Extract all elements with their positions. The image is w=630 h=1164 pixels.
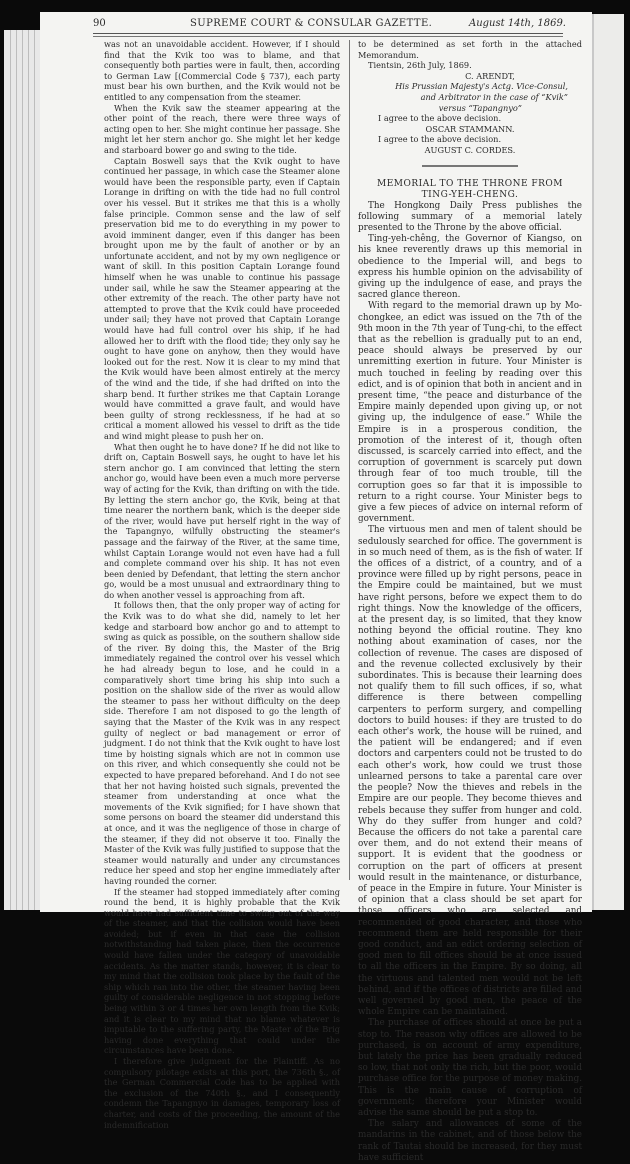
paragraph: The salary and allowances of some of the mandarins in the cabinet, and of those below the rank of Tautai should be increased, for they must have sufficient [358,1119,582,1163]
paragraph: It follows then, that the only proper way of acting for the Kvik was to do what she did, namely to let her kedge and starboard bow anchor go and to attempt to swing as quick as possible, on the southern shallow side of the river. By doing this, the Master of the Brig immediately regained the control over his vessel which he had already begun to lose, and he could in a comparatively short time bring his ship into such a position on the shallow side of the river as would allow the steamer to pass her without difficulty on the deep side. Therefore I am not disposed to go the length of saying that the Master of the Kvik was in any respect guilty of neglect or bad management or error of judgment. I do not think that the Kvik ought to have lost time by hoisting signals which are not in common use on this river, and which consequently she could not be expected to have prepared beforehand. And I do not see that her not having hoisted such signals, prevented the steamer from understanding at once what the movements of the Kvik signified; for I have shown that some persons on board the steamer did understand this at once, and it was the negligence of those in charge of the steamer, if they did not observe it too. Finally the Master of the Kvik was fully justified to suppose that the steamer would naturally and under any circumstances reduce her speed and stop her engine immediately after having rounded the corner. [104,600,340,886]
paragraph: When the Kvik saw the steamer appearing at the other point of the reach, there were three ways of acting open to her. She might continue her passage. She might let her stern anchor go. She might let her kedge and starboard bower go and swing to the tide. [104,102,340,155]
agreement-line: I agree to the above decision. [378,134,502,145]
signatory-name: C. ARENDT, [465,70,515,81]
header-rule-thin [93,36,563,37]
running-head [50,18,566,34]
paragraph: Captain Boswell says that the Kvik ought to have continued her passage, in which case the Steamer alone would have been the responsible party, even if Captain Lorange in drifting on with the tide had no full control over his vessel. But it strikes me that this is a wholly false principle. Common sense and the law of self preservation bid me to do everything in my power to avoid imminent danger, even if this danger has been brought upon me by the fault of another or by an unfortunate accident, and not by my own negligence or want of skill. In this position Captain Lorange found himself when he was unable to continue his passage under sail, while he saw the Steamer appearing at the other extremity of the reach. The other party have not attempted to prove that the Kvik could have proceeded under sail; they have not proved that Captain Lorange would have had full control over his ship, if he had allowed her to drift with the flood tide; they only say he ought to have gone on anyhow, then they would have looked out for the rest. Now it is clear to my mind that the Kvik would have been almost entirely at the mercy of the wind and the tide, if she had drifted on into the sharp bend. It further strikes me that Captain Lorange would have committed a grave fault, and would have been guilty of strong recklessness, if he had at so critical a moment allowed his vessel to drift as the tide and wind might please to push her on. [104,155,340,441]
right-column [358,39,582,1164]
section-divider [422,165,518,167]
paragraph: What then ought he to have done? If he did not like to drift on, Captain Boswell says, he ought to have let his stern anchor go. I am convinced that letting the stern anchor go, would have been even a much more perverse way of acting for the Kvik, than drifting on with the tide. By letting the stern anchor go, the Kvik, being at that time nearer the northern bank, which is the deeper side of the river, would have put herself right in the way of the Tapangnyo, wilfully obstructing the steamer's passage and the fairway of the River, at the same time, whilst Captain Lorange would not even have had a full and complete command over his ship. It has not even been denied by Defendant, that letting the stern anchor go, would be a most unusual and extraordinary thing to do when another vessel is approaching from aft. [104,441,340,600]
agreement-line: I agree to the above decision. [378,113,502,124]
facing-page-edge [592,14,624,910]
publication-title: SUPREME COURT & CONSULAR GAZETTE. [190,18,433,29]
paragraph: Ting-yeh-chêng, the Governor of Kiangso, on his knee reverently draws up this memorial in obedience to the Imperial will, and begs to express his humble opinion on the advisability of giving up the indulgence of ease, and prays the sacred glance thereon. [358,234,582,301]
left-column [104,39,340,1130]
article-heading: MEMORIAL TO THE THRONE FROM [377,178,563,189]
issue-date: August 14th, 1869. [468,18,566,29]
article-heading: TING-YEH-CHENG. [421,189,519,200]
place-date: Tientsin, 26th July, 1869. [368,60,472,71]
page-number: 90 [93,18,106,29]
paragraph: I therefore give judgment for the Plaintiff. As no compulsory pilotage exists at this port, the 736th §., of the German Commercial Code has to be applied with the exclusion of the 740th §., and I consequently condemn the Tapangnyo in damages, temporary loss of charter, and costs of the proceeding, the amount of the indemnification [104,1056,340,1130]
signatory-title: and Arbitrator in the case of “Kvik” [420,91,568,102]
paragraph: The purchase of offices should at once be put a stop to. The reason why offices are allowed to be purchased, is on account of army expenditure, but lately the price has been gradually reduced so low, that not only the rich, but the poor, would purchase office for the purpose of money making. This is the main cause of corruption of government; therefore your Minister would advise the same should be put a stop to. [358,1018,582,1118]
paragraph: The Hongkong Daily Press publishes the following summary of a memorial lately presented to the Throne by the above official. [358,200,582,233]
signatory-name: AUGUST C. CORDES. [424,144,516,155]
paragraph: The virtuous men and men of talent should be sedulously searched for office. The government is in so much need of them, as is the fish of water. If the offices of a district, of a country, and of a province were filled up by right persons, peace in the Empire could be maintained, but we must have right persons, before we expect them to do right things. Now the knowledge of the officers, at the present day, is so limited, that they know nothing beyond the official routine. They kno nothing about examination of cases, nor the collection of revenue. The cases are disposed of and the revenue collected exclusively by their subordinates. This is because their learning does not qualify them to fill such offices, if so, what difference is there between compelling carpenters to perform surgery, and compelling doctors to build houses: if they are trusted to do each other's work, the house will be ruined, and the patient will be endangered; and if even doctors and carpenters could not be trusted to do each other's work, how could we trust those unlearned persons to take a parental care over the people? Now the thieves and rebels in the Empire are our people. They become thieves and rebels because they suffer from hunger and cold. Why do they suffer from hunger and cold? Because the officers do not take a parental care over them, and do not extend their means of support. It is evident that the goodness or corruption on the part of officers at present would result in the maintenance, or disturbance, of peace in the Empire in future. Your Minister is of opinion that a class should be set apart for those officers who are selected and recommended of good character, and those who recommend them are held responsible for their good conduct, and an edict ordering selection of good men to fill offices should be at once issued to all the officers in the Empire. By so doing, all the virtuous and talented men would not be left behind, and if the offices of districts are filled and well governed by good men, the peace of the whole Empire can be maintained. [358,525,582,1018]
paragraph: With regard to the memorial drawn up by Mo-chongkee, an edict was issued on the 7th of the 9th moon in the 7th year of Tung-chi, to the effect that as the rebellion is gradually put to an end, peace should always be preserved by our unremitting exertion in future. Your Minister is much touched in feeling by reading over this edict, and is of opinion that both in ancient and in present time, “the peace and disturbance of the Empire mainly depended upon giving up, or not giving up, the indulgence of ease.” While the Empire is in a prosperous condition, the promotion of the interest of it, though often discussed, is scarcely carried into effect, and the corruption of government is scarcely put down through fear of too much trouble, till the corruption goes so far that it is impossible to return to a right course. Your Minister begs to give a few pieces of advice on internal reform of government. [358,301,582,525]
paragraph: to be determined as set forth in the attached Memorandum. [358,39,582,60]
column-divider [349,40,350,880]
signatory-title: versus “Tapangnyo” [438,102,522,113]
header-rule [93,33,563,34]
paragraph: was not an unavoidable accident. However, if I should find that the Kvik too was to blame, and that consequently both parties were in fault, then, according to German Law [(Commercial Code § 737), each party must bear his own burthen, and the Kvik would not be entitled to any compensation from the steamer. [104,39,340,102]
signatory-title: His Prussian Majesty's Actg. Vice-Consul, [395,81,568,92]
paragraph: If the steamer had stopped immediately after coming round the bend, it is highly probable that the Kvik would have had sufficient time to swing out of the way of the steamer, and that the collision would have been avoided; but if even in that case the collision notwithstanding had taken place, then the occurrence would have fallen under the category of unavoidable accidents. As the matter stands, however, it is clear to my mind that the collision took place by the fault of the ship which ran into the other, the steamer having been guilty of considerable negligence in not stopping before being within 3 or 4 times her own length from the Kvik; and it is clear to my mind that no blame whatever is imputable to the suffering party, the Master of the Brig having done everything that could under the circumstances have been done. [104,886,340,1056]
signatory-name: OSCAR STAMMANN. [425,123,515,134]
